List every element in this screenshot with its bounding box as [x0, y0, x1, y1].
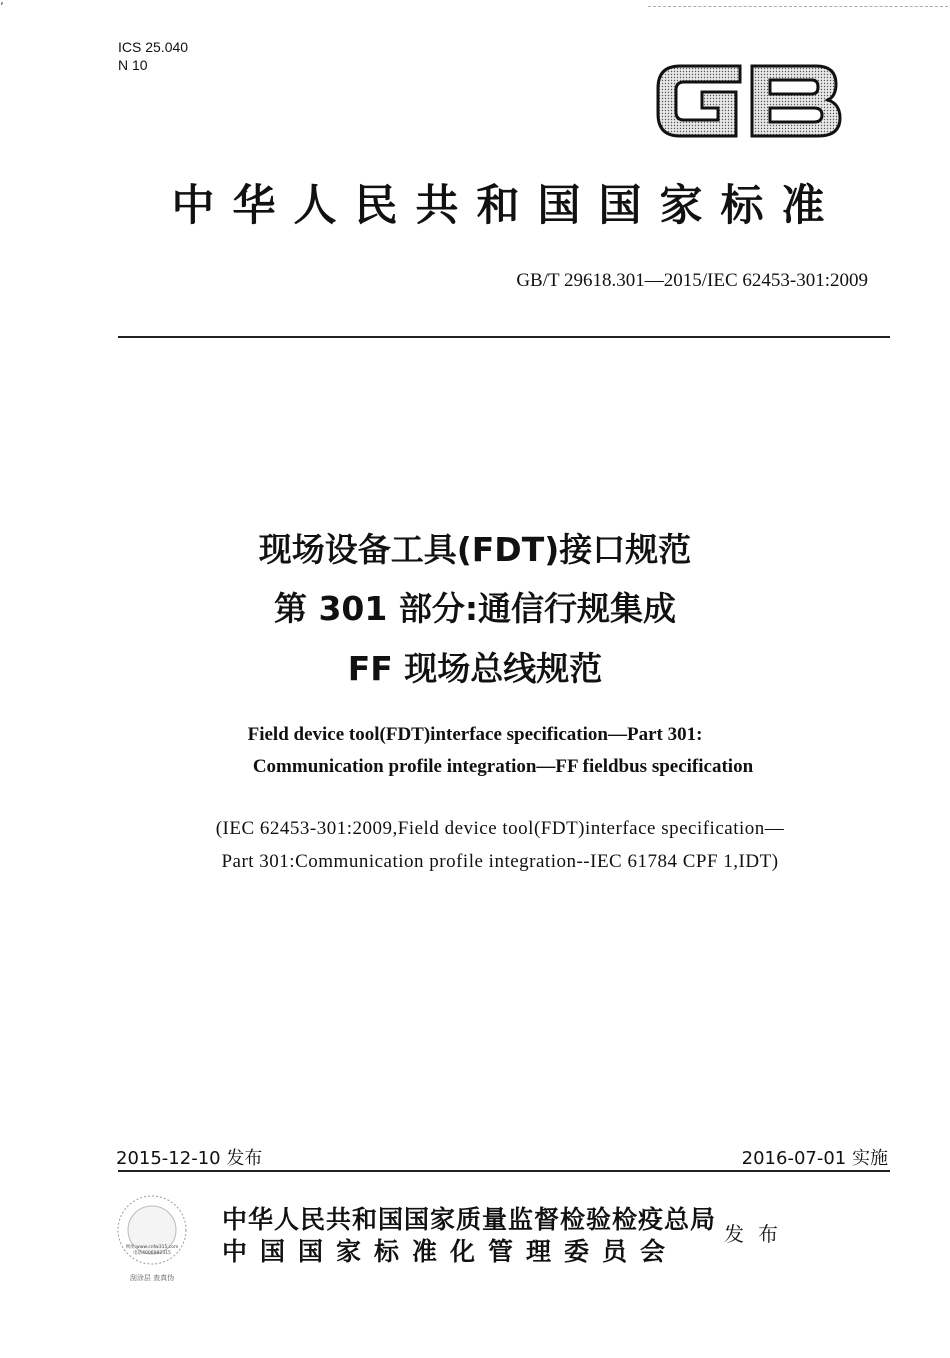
title-cn-line1: 现场设备工具(FDT)接口规范	[258, 530, 692, 569]
implementation-date: 2016-07-01 实施	[741, 1148, 888, 1169]
issue-date: 2015-12-10 发布	[116, 1148, 263, 1169]
seal-scratch-note: 刮涂层 查真伪	[129, 1274, 175, 1282]
title-cn-line3: FF 现场总线规范	[347, 649, 603, 688]
standard-title: 中华人民共和国国家标准	[171, 181, 843, 231]
publisher-line2: 中国国家标准化管理委员会	[222, 1237, 679, 1266]
title-cn-line2: 第 301 部分:通信行规集成	[273, 589, 677, 628]
idt-line1: (IEC 62453-301:2009,Field device tool(FDT)interface specification—	[215, 818, 785, 839]
publish-label: 发布	[724, 1222, 792, 1246]
idt-line2: Part 301:Communication profile integration--IEC 61784 CPF 1,IDT)	[221, 851, 779, 872]
ics-code: ICS 25.040	[118, 39, 189, 55]
seal-phone: 电话4006982315	[133, 1251, 171, 1256]
title-en-line2: Communication profile integration—FF fieldbus specification	[252, 756, 754, 777]
top-dash-line	[648, 6, 948, 7]
top-divider	[118, 336, 890, 338]
gb-logo	[652, 52, 844, 148]
bottom-divider	[118, 1170, 890, 1172]
title-en-line1: Field device tool(FDT)interface specification—Part 301:	[247, 724, 703, 745]
publisher-line1: 中华人民共和国国家质量监督检验检疫总局	[222, 1205, 717, 1234]
gb-logo-text: GB	[748, 142, 750, 143]
ccs-code: N 10	[118, 57, 148, 73]
classification-block	[118, 38, 188, 74]
seal-website: 网址:www.cnfw315.com	[125, 1245, 179, 1250]
standard-number: GB/T 29618.301—2015/IEC 62453-301:2009	[516, 270, 868, 291]
anti-counterfeit-seal	[108, 1190, 196, 1286]
corner-mark: ʼ	[0, 0, 4, 14]
